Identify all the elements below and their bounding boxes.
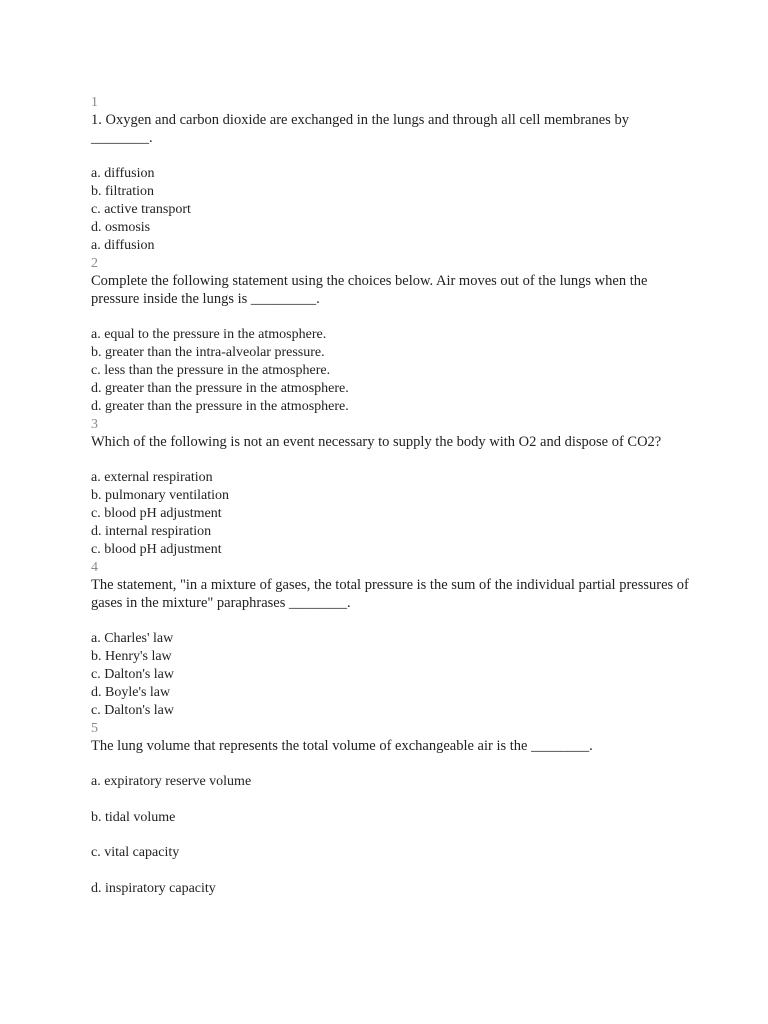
option-d: d. Boyle's law [91,685,171,700]
answer-line: c. Dalton's law [91,703,175,718]
option-a: a. Charles' law [91,631,174,646]
option-a: a. equal to the pressure in the atmosphere. [91,327,327,342]
option-a: a. expiratory reserve volume [91,774,252,789]
question-4 [91,559,691,720]
option-a: a. external respiration [91,470,213,485]
option-b: b. greater than the intra-alveolar pressure. [91,345,325,360]
option-d: d. internal respiration [91,524,212,539]
quiz-document [91,94,691,915]
option-c: c. less than the pressure in the atmosphere. [91,363,331,378]
option-d: d. osmosis [91,220,151,235]
question-number: 5 [91,721,98,736]
option-b: b. pulmonary ventilation [91,488,230,503]
option-a: a. diffusion [91,166,155,181]
question-number: 4 [91,560,98,575]
question-prompt: The lung volume that represents the total volume of exchangeable air is the ________. [91,738,593,754]
answer-line: d. greater than the pressure in the atmosphere. [91,399,349,414]
option-d: d. greater than the pressure in the atmosphere. [91,381,349,396]
option-d: d. inspiratory capacity [91,880,216,896]
question-3 [91,416,691,559]
question-prompt: 1. Oxygen and carbon dioxide are exchanged in the lungs and through all cell membranes by ________. [91,112,629,146]
question-prompt: Complete the following statement using the choices below. Air moves out of the lungs when the pressure inside the lungs is _________. [91,273,648,307]
option-b: b. filtration [91,184,154,199]
option-b: b. Henry's law [91,649,172,664]
option-c: c. active transport [91,202,191,217]
answer-line: a. diffusion [91,238,155,253]
question-number: 3 [91,417,98,432]
option-c: c. blood pH adjustment [91,506,222,521]
option-b: b. tidal volume [91,809,176,825]
question-prompt: Which of the following is not an event necessary to supply the body with O2 and dispose of CO2? [91,434,662,450]
question-number: 1 [91,95,98,110]
question-2 [91,255,691,416]
question-number: 2 [91,256,98,271]
question-prompt: The statement, "in a mixture of gases, the total pressure is the sum of the individual partial pressures of gases in the mixture" paraphrases ________. [91,577,689,611]
option-c: c. vital capacity [91,845,180,860]
question-1 [91,94,691,255]
option-c: c. Dalton's law [91,667,175,682]
answer-line: c. blood pH adjustment [91,542,222,557]
question-5 [91,720,691,898]
